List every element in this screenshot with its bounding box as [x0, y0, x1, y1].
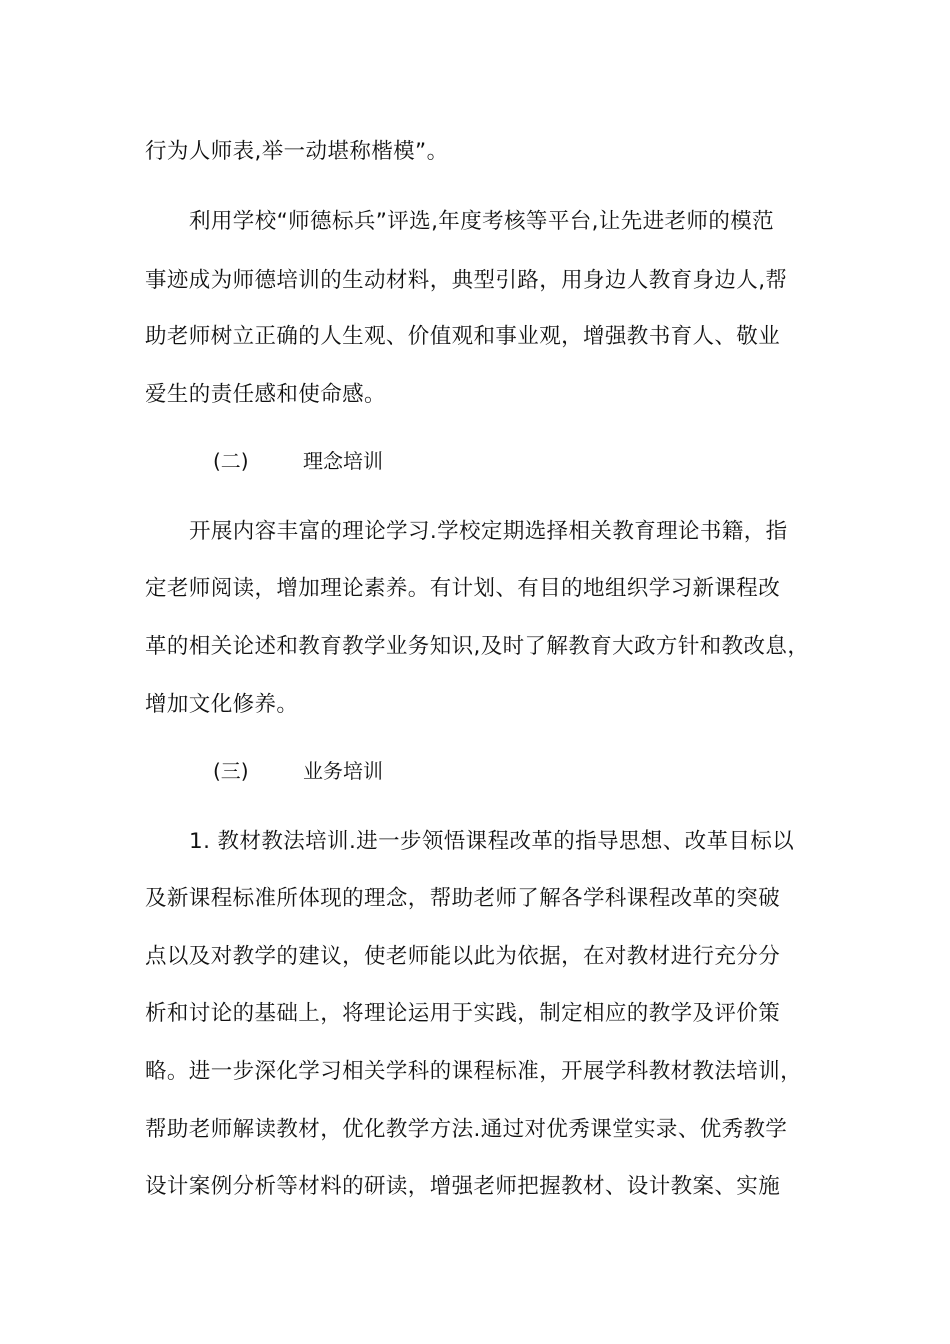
- paragraph-line: 点以及对教学的建议，使老师能以此为依据，在对教材进行充分分: [145, 944, 781, 969]
- paragraph-line: 帮助老师解读教材，优化教学方法.通过对优秀课堂实录、优秀教学: [145, 1117, 788, 1142]
- section-number: (二): [213, 449, 249, 473]
- section-title: 理念培训: [303, 449, 383, 473]
- paragraph-line: 略。进一步深化学习相关学科的课程标准，开展学科教材教法培训，: [145, 1059, 803, 1084]
- section-number: (三): [213, 759, 249, 783]
- section-heading-3: [213, 756, 383, 786]
- paragraph-line: 1. 教材教法培训.进一步领悟课程改革的指导思想、改革目标以: [189, 829, 795, 854]
- paragraph-line: 革的相关论述和教育教学业务知识,及时了解教育大政方针和教改息，: [145, 634, 810, 659]
- paragraph-line: 设计案例分析等材料的研读，增强老师把握教材、设计教案、实施: [145, 1174, 781, 1199]
- paragraph-line: 及新课程标准所体现的理念，帮助老师了解各学科课程改革的突破: [145, 886, 781, 911]
- section-title: 业务培训: [303, 759, 383, 783]
- paragraph-line: 事迹成为师德培训的生动材料，典型引路，用身边人教育身边人,帮: [145, 268, 788, 293]
- paragraph-line: 析和讨论的基础上，将理论运用于实践，制定相应的教学及评价策: [145, 1001, 781, 1026]
- section-heading-2: [213, 446, 383, 476]
- paragraph-line: 增加文化修养。: [145, 692, 299, 717]
- paragraph-line: 开展内容丰富的理论学习.学校定期选择相关教育理论书籍，指: [189, 519, 788, 544]
- paragraph-line: 行为人师表,举一动堪称楷模”。: [145, 139, 449, 164]
- paragraph-line: 定老师阅读，增加理论素养。有计划、有目的地组织学习新课程改: [145, 576, 781, 601]
- paragraph-line: 爱生的责任感和使命感。: [145, 382, 386, 407]
- paragraph-line: 利用学校“师德标兵”评选,年度考核等平台,让先进老师的模范: [189, 209, 775, 234]
- paragraph-line: 助老师树立正确的人生观、价值观和事业观，增强教书育人、敬业: [145, 324, 781, 349]
